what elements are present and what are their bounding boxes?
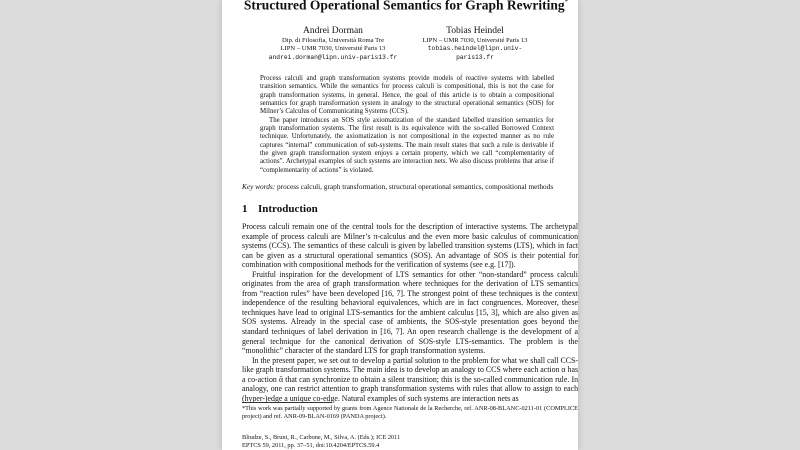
body-paragraph: In the present paper, we set out to develop a partial solution to the problem for what we shall call CCS-like graph transformation systems. The main idea is to develop an analogy to CCS where each action α has a co-action ᾱ that can synchronize to obtain a silent transition; this is the so-called communication rule. In analogy, one can restrict attention to graph transformation systems with rules that allow to assign to each (hyper-)edge a unique co-edge. Natural examples of such systems are interaction nets as: [242, 355, 578, 403]
section-number: 1: [242, 203, 248, 215]
section-heading: [242, 202, 572, 216]
abstract-paragraph: Process calculi and graph transformation systems provide models of reactive systems with labelled transition semantics. While the semantics for process calculi is compositional, this is not the case for graph transformation systems, in general. Hence, the goal of this article is to obtain a compositional semantics for graph transformation system in analogy to the structural operational semantics (SOS) for Milner’s Calculus of Communicating Systems (CCS).: [260, 75, 554, 116]
body-paragraph: Fruitful inspiration for the development of LTS semantics for other “non-standard” process calculi originates from the area of graph transformation where techniques for the derivation of LTS semantics from “reaction rules” have been developed [16, 7]. The strongest point of these techniques is the context independence of the resulting behavioral equivalences, which are in fact congruences. Moreover, these techniques have lead to original LTS-semantics for the ambient calculus [15, 3], which are also given as SOS systems. Already in the special case of ambients, the SOS-style presentation goes beyond the standard techniques of label derivation in [16, 7]. An open research challenge is the development of a general technique for the canonical derivation of SOS-style LTS-semantics. The problem is the “monolithic” character of the standard LTS for graph transformation systems.: [242, 269, 578, 356]
footnote-text: *This work was partially supported by grants from Agence Nationale de la Recherche, ref. ANR-08-BLANC-0211-01 (COMPLICE project) and ref. ANR-09-BLAN-0169 (PANDA project).: [242, 405, 578, 420]
author-affiliation: LIPN – UMR 7030, Université Paris 13: [280, 45, 386, 53]
body-text: [242, 222, 578, 403]
citation-block: [242, 434, 442, 450]
author-affiliation: Dip. di Filosofia, Università Roma Tre: [281, 37, 385, 44]
author-block-2: [410, 25, 540, 63]
citation-line: EPTCS 59, 2011, pp. 37–51, doi:10.4204/EPTCS.59.4: [242, 441, 380, 449]
body-paragraph: Process calculi remain one of the central tools for the description of interactive systems. The archetypal example of process calculi are Milner’s π-calculus and the even more basic calculus of communication systems (CCS). The semantics of these calculi is given by labelled transition systems (LTS), which in fact can be given as a structural operational semantics (SOS). An advantage of SOS is their potential for combination with compositional methods for the verification of systems (see e.g. [17]).: [242, 222, 578, 270]
footnote-divider: [242, 402, 332, 403]
author-name: Tobias Heindel: [446, 26, 504, 36]
author-email: andrei.dorman@lipn.univ-paris13.fr: [268, 53, 398, 61]
author-name: Andrei Dorman: [303, 26, 363, 36]
paper-page: [222, 0, 578, 450]
keywords-label: Key words:: [242, 182, 276, 191]
footnote: [242, 405, 578, 420]
abstract-paragraph: The paper introduces an SOS style axiomatization of the standard labelled transition semantics for graph transformation systems. The first result is its equivalence with the so-called Borrowed Context technique. Unfortunately, the axiomatization is not compositional in the expected manner as no rule captures “internal” communication of sub-systems. The main result states that such a rule is derivable if the given graph transformation system enjoys a certain property, which we call “complementarity of actions”. Archetypal examples of such systems are interaction nets. We also discuss problems that arise if “complementarity of actions” is violated.: [260, 116, 554, 174]
citation-line: Bliudze, S., Bruni, R., Carbone, M., Silva, A. (Eds.); ICE 2011: [242, 434, 401, 441]
keywords: [242, 182, 578, 191]
author-email: tobias.heindel@lipn.univ-paris13.fr: [427, 45, 523, 61]
abstract: [260, 75, 554, 175]
section-title: Introduction: [258, 203, 318, 215]
author-block-1: [258, 25, 408, 62]
author-affiliation: LIPN – UMR 7030, Université Paris 13: [422, 37, 528, 44]
keywords-list: process calculi, graph transformation, structural operational semantics, compositional methods: [277, 182, 554, 191]
title-footnote-mark: *: [564, 0, 569, 6]
paper-title: Structured Operational Semantics for Graph Rewriting*: [243, 0, 569, 13]
